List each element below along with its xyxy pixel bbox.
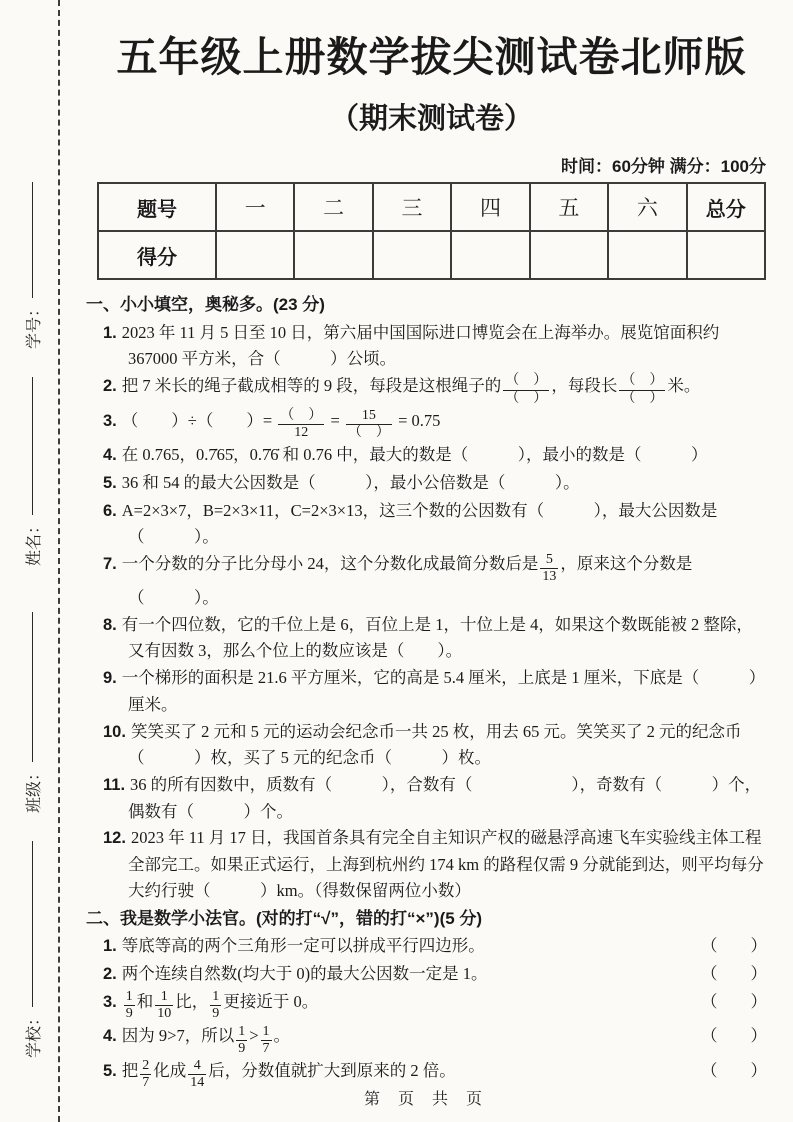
question [103, 719, 767, 771]
question-text: 2023 年 11 月 5 日至 10 日，第六届中国国际进口博览会在上海举办。展览馆面积约 367000 平方米，合（ ）公顷。 [121, 322, 720, 369]
fraction-numerator: 15 [346, 408, 392, 425]
school-label: 学校： [25, 1009, 43, 1058]
page-footer: 第 页 共 页 [363, 1091, 489, 1108]
question [103, 373, 767, 407]
fraction [210, 989, 221, 1022]
fraction-numerator: 1 [124, 989, 135, 1006]
score-cell [373, 231, 451, 279]
question-text: 36 的所有因数中，质数有（ ），合数有（ ），奇数有（ ）个，偶数有（ ）个。 [128, 774, 762, 821]
questions-area [86, 292, 767, 1092]
fraction-numerator: 1 [261, 1024, 272, 1041]
question-number-header: 题号 [98, 183, 216, 231]
question [103, 961, 767, 988]
question-text: （ ）÷（ ）= $\frac{( )}{12}$ = $\frac{15}{( )}$ = 0.75 [121, 408, 441, 441]
question [103, 320, 767, 372]
question-number: 3. [103, 411, 117, 430]
student-number-fill-line [32, 182, 33, 298]
fraction-numerator: 5 [540, 552, 558, 569]
fraction [503, 373, 549, 406]
answer-bracket: （ ） [701, 1060, 767, 1080]
question-text: 36 和 54 的最大公因数是（ ），最小公倍数是（ ）。 [121, 473, 580, 492]
score-cell [687, 231, 765, 279]
question-text: 把 $\frac{2}{7}$ 化成 $\frac{4}{14}$ 后，分数值就扩大到原来的 2 倍。 [121, 1058, 456, 1091]
score-cell [294, 231, 372, 279]
fraction [236, 1024, 247, 1057]
question [103, 665, 767, 717]
col-header-6: 六 [608, 183, 686, 231]
question [103, 1023, 767, 1057]
question-number: 2. [103, 964, 117, 983]
question [103, 442, 767, 469]
fraction-denominator: 14 [190, 1075, 205, 1091]
question [103, 470, 767, 497]
student-info-field-class [21, 612, 44, 813]
paper-header [97, 0, 766, 177]
fraction-numerator: （ ） [278, 408, 324, 425]
question [103, 772, 767, 824]
answer-bracket: （ ） [701, 1026, 767, 1046]
student-info-field-student-number [21, 182, 44, 349]
fraction-denominator: 9 [125, 1006, 133, 1022]
student-info-strip [8, 0, 56, 1122]
class-label: 班级： [25, 764, 43, 813]
score-table-header-row [98, 183, 765, 231]
question-text: $\frac{1}{9}$ 和 $\frac{1}{10}$ 比， $\frac{1}{9}$ 更接近于 0。 [125, 989, 319, 1022]
class-fill-line [32, 612, 33, 762]
time-and-score-info: 时间：60分钟 满分：100分 [561, 157, 766, 176]
fraction-denominator: 7 [262, 1040, 270, 1056]
question-text: 一个梯形的面积是 21.6 平方厘米，它的高是 5.4 厘米，上底是 1 厘米，下底是（ ）厘米。 [121, 668, 766, 714]
paper-subtitle: （期末测试卷） [329, 103, 533, 135]
student-info-field-school [21, 841, 44, 1058]
question-number: 9. [103, 669, 117, 688]
section-heading-2: 二、我是数学小法官。(对的打“√”，错的打“×”)(5 分) [86, 908, 483, 928]
total-score-header: 总分 [687, 183, 765, 231]
fraction-numerator: 1 [155, 989, 173, 1006]
fraction [540, 552, 558, 585]
answer-bracket: （ ） [701, 991, 767, 1011]
question-text: 2023 年 11 月 17 日，我国首条具有完全自主知识产权的磁悬浮高速飞车实验线主体工程全部完工。如果正式运行，上海到杭州约 174 km 的路程仅需 9 分就能到达，则平均每分大约行驶（ ）km。（得数保留两位小数） [128, 828, 764, 900]
fraction-numerator: 4 [188, 1058, 206, 1075]
school-fill-line [32, 841, 33, 1007]
question-number: 4. [103, 446, 117, 465]
paper-title: 五年级上册数学拔尖测试卷北师版 [116, 34, 747, 80]
question [103, 498, 767, 550]
col-header-4: 四 [451, 183, 529, 231]
student-info-field-name [21, 377, 44, 566]
fraction [155, 989, 173, 1022]
score-cell [608, 231, 686, 279]
score-row-label: 得分 [98, 231, 216, 279]
score-table-score-row [98, 231, 765, 279]
question-number: 7. [103, 555, 117, 574]
section-heading-1: 一、小小填空，奥秘多。(23 分) [86, 295, 325, 314]
fraction-denominator: （ ） [621, 390, 664, 406]
question [103, 551, 767, 610]
question [103, 825, 767, 903]
fraction-numerator: 2 [140, 1058, 151, 1075]
fraction-denominator: 9 [212, 1006, 220, 1022]
fraction [124, 989, 135, 1022]
question-text: A=2×3×7，B=2×3×11，C=2×3×13，这三个数的公因数有（ ），最大公因数是（ ）。 [121, 500, 718, 547]
margin-dashed-line [58, 0, 60, 1122]
score-cell [451, 231, 529, 279]
col-header-3: 三 [373, 183, 451, 231]
fraction-numerator: （ ） [503, 373, 549, 390]
question-number: 1. [103, 937, 117, 956]
fraction-denominator: 13 [542, 568, 557, 584]
question-text: 在 0.765，0.7̇65̇，0.7̇6̇ 和 0.76 中，最大的数是（ ），最小的数是（ ） [121, 445, 708, 465]
fraction-denominator: 7 [142, 1075, 150, 1091]
question-number: 1. [103, 323, 117, 342]
question-text: 有一个四位数，它的千位上是 6，百位上是 1，十位上是 4，如果这个数既能被 2 整除，又有因数 3，那么个位上的数应该是（ ）。 [121, 614, 753, 661]
question-number: 6. [103, 501, 117, 520]
fraction-numerator: （ ） [619, 373, 665, 390]
answer-bracket: （ ） [701, 963, 767, 983]
question-number: 8. [103, 615, 117, 634]
score-cell [530, 231, 608, 279]
name-label: 姓名： [25, 517, 43, 566]
fraction [619, 373, 665, 406]
question [103, 612, 767, 664]
fraction-denominator: （ ） [505, 390, 548, 406]
question-text: 因为 9>7，所以 $\frac{1}{9}$ > $\frac{1}{7}$ 。 [121, 1023, 291, 1056]
question [103, 989, 767, 1023]
question [103, 933, 767, 960]
question-number: 2. [103, 376, 117, 395]
fraction-numerator: 1 [210, 989, 221, 1006]
question-number: 5. [103, 1061, 117, 1080]
question-number: 11. [103, 775, 126, 794]
fraction-denominator: （ ） [347, 425, 390, 441]
fraction [261, 1024, 272, 1057]
question-number: 10. [103, 722, 126, 741]
question-text: 两个连续自然数(均大于 0)的最大公因数一定是 1。 [121, 963, 488, 983]
fraction-denominator: 9 [238, 1040, 246, 1056]
score-cell [216, 231, 294, 279]
col-header-5: 五 [530, 183, 608, 231]
score-table [97, 182, 766, 280]
name-fill-line [32, 377, 33, 515]
fraction [346, 408, 392, 441]
question-text: 一个分数的分子比分母小 24，这个分数化成最简分数后是 $\frac{5}{13}$ ，原来这个分数是（ ）。 [121, 551, 693, 607]
question-text: 把 7 米长的绳子截成相等的 9 段，每段是这根绳子的 $\frac{( )}{( )}$ ，每段长 $\frac{( )}{( )}$ 米。 [121, 373, 701, 406]
fraction [278, 408, 324, 441]
question-number: 5. [103, 474, 117, 492]
question-number: 12. [103, 829, 126, 848]
fraction-denominator: 10 [157, 1006, 172, 1022]
fraction-numerator: 1 [236, 1024, 247, 1041]
question-number: 4. [103, 1027, 117, 1046]
col-header-2: 二 [294, 183, 372, 231]
col-header-1: 一 [216, 183, 294, 231]
student-number-label: 学号： [25, 300, 43, 349]
answer-bracket: （ ） [701, 936, 767, 956]
question [103, 408, 767, 442]
question-number: 3. [103, 992, 117, 1011]
question-text: 笑笑买了 2 元和 5 元的运动会纪念币一共 25 枚，用去 65 元。笑笑买了 2 元的纪念币（ ）枚，买了 5 元的纪念币（ ）枚。 [128, 721, 742, 768]
fraction-denominator: 12 [294, 425, 309, 441]
question-text: 等底等高的两个三角形一定可以拼成平行四边形。 [121, 936, 485, 956]
